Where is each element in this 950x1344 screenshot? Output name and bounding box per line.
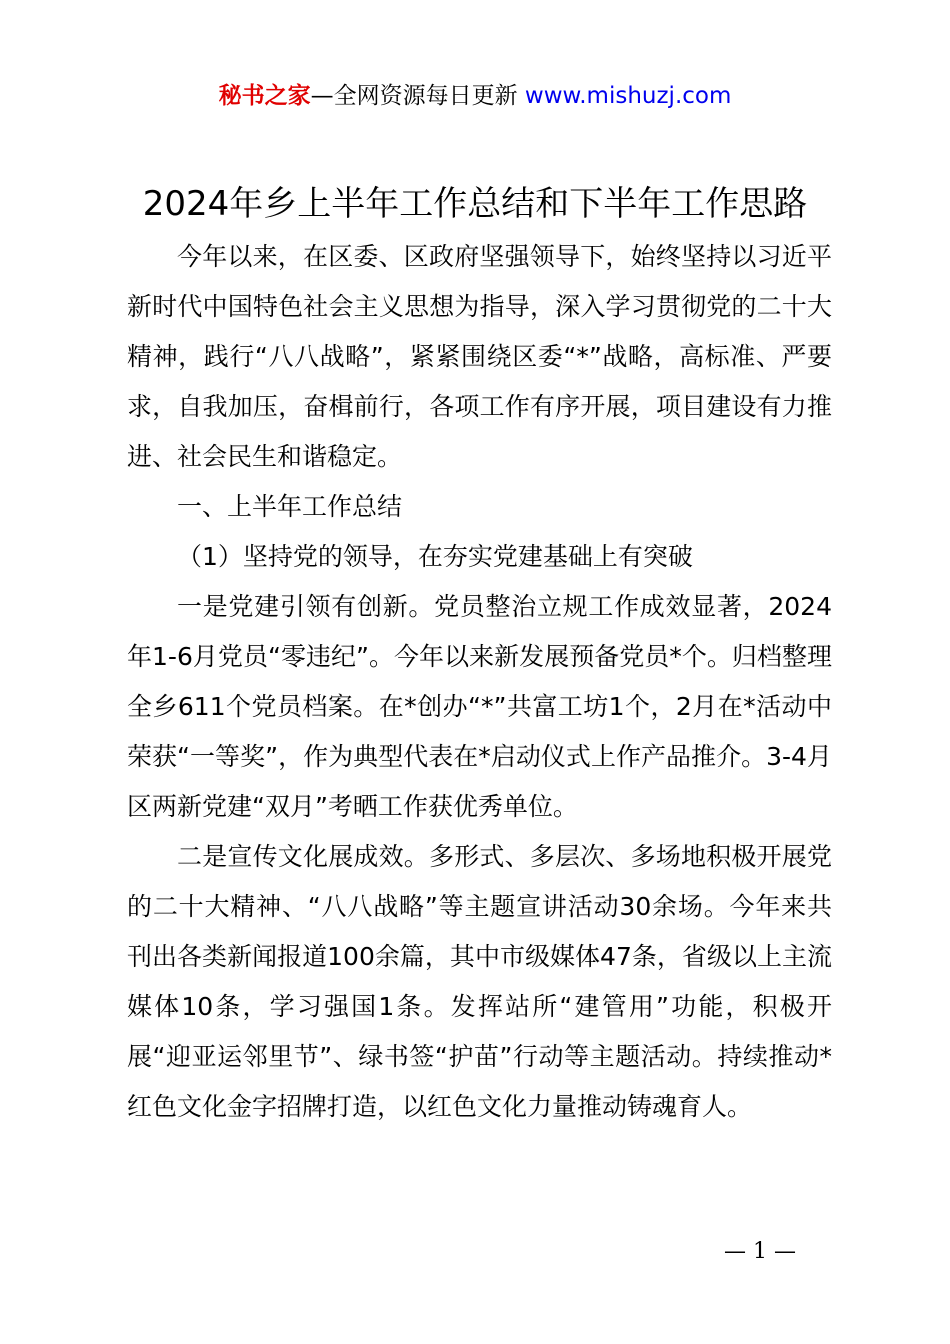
site-header (0, 80, 950, 112)
section-heading: 一、上半年工作总结 (177, 492, 403, 521)
page-number: — 1 — (724, 1239, 796, 1264)
site-url-link[interactable]: www.mishuzj.com (524, 83, 732, 109)
document-title: 2024年乡上半年工作总结和下半年工作思路 (142, 184, 808, 224)
body-paragraph: 一是党建引领有创新。党员整治立规工作成效显著，2024年1-6月党员“零违纪”。今年以来新发展预备党员*个。归档整理全乡611个党员档案。在*创办“*”共富工坊1个，2月在*活动中荣获“一等奖”，作为典型代表在*启动仪式上作产品推介。3-4月区两新党建“双月”考晒工作获优秀单位。 (127, 592, 832, 821)
intro-paragraph: 今年以来，在区委、区政府坚强领导下，始终坚持以习近平新时代中国特色社会主义思想为指导，深入学习贯彻党的二十大精神，践行“八八战略”，紧紧围绕区委“*”战略，高标准、严要求，自我加压，奋楫前行，各项工作有序开展，项目建设有力推进、社会民生和谐稳定。 (127, 242, 832, 471)
site-brand: 秘书之家 (218, 83, 311, 109)
site-tagline: —全网资源每日更新 (310, 83, 525, 109)
subsection-heading: （1）坚持党的领导，在夯实党建基础上有突破 (177, 542, 693, 571)
body-paragraph: 二是宣传文化展成效。多形式、多层次、多场地积极开展党的二十大精神、“八八战略”等主题宣讲活动30余场。今年来共刊出各类新闻报道100余篇，其中市级媒体47条，省级以上主流媒体10条，学习强国1条。发挥站所“建管用”功能，积极开展“迎亚运邻里节”、绿书签“护苗”行动等主题活动。持续推动*红色文化金字招牌打造，以红色文化力量推动铸魂育人。 (127, 842, 832, 1121)
document-body (127, 232, 832, 1132)
